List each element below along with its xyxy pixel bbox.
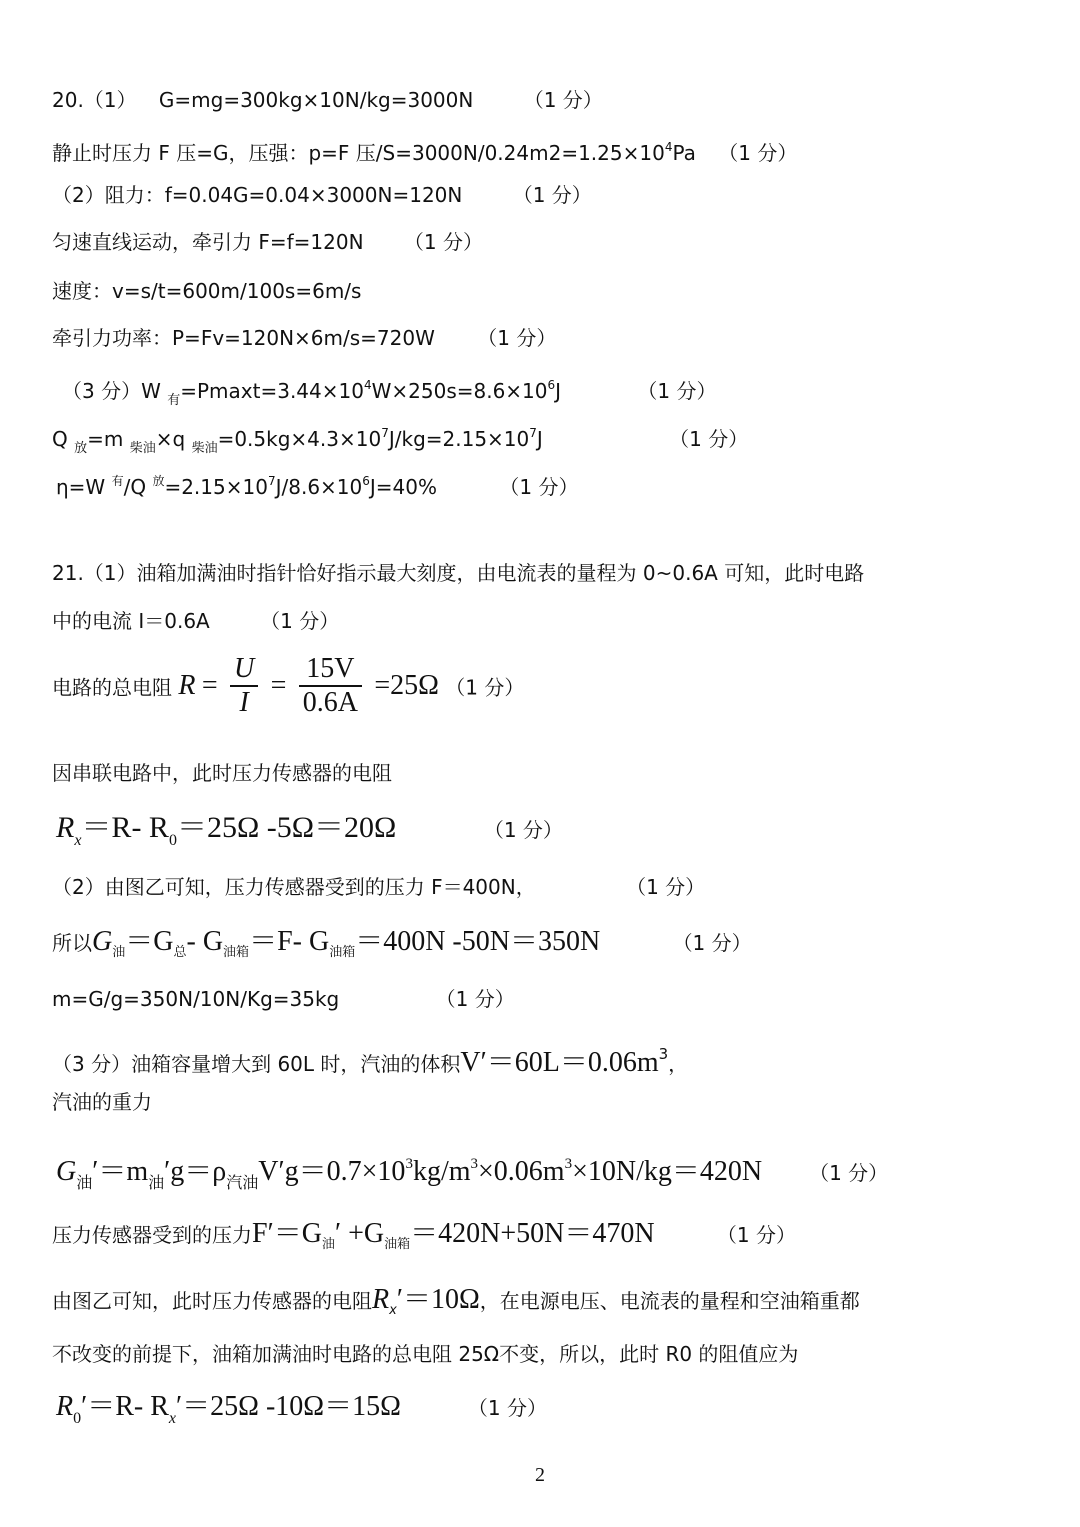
text: 中的电流 I＝0.6A bbox=[52, 609, 210, 633]
text: W×250s=8.6×10 bbox=[371, 379, 548, 403]
text: J/kg=2.15×10 bbox=[388, 427, 530, 451]
subscript: 油 bbox=[321, 1237, 335, 1252]
math: R bbox=[56, 1391, 74, 1422]
text: 所以 bbox=[52, 931, 92, 955]
text: =2.15×10 bbox=[164, 475, 268, 499]
subscript: 放 bbox=[74, 441, 88, 456]
text: =0.5kg×4.3×10 bbox=[217, 427, 382, 451]
text: 汽油的重力 bbox=[52, 1090, 152, 1114]
math-equals: = bbox=[270, 670, 287, 701]
q20-line-2 bbox=[52, 133, 797, 167]
math-result: =25Ω bbox=[374, 670, 439, 701]
q21-line-11 bbox=[56, 1142, 888, 1206]
text: ， bbox=[668, 1052, 689, 1076]
superscript: 7 bbox=[381, 426, 389, 440]
text: 由图乙可知，此时压力传感器的电阻 bbox=[52, 1289, 372, 1313]
math-equals: = bbox=[201, 670, 218, 701]
text: =m bbox=[87, 427, 130, 451]
text: 压力传感器受到的压力 bbox=[52, 1223, 252, 1247]
text: 不改变的前提下，油箱加满油时电路的总电阻 25Ω不变，所以，此时 R0 的阻值应为 bbox=[52, 1342, 799, 1366]
superscript: 放 bbox=[152, 474, 165, 488]
text: （3 分）W bbox=[62, 379, 168, 403]
math-R: R bbox=[178, 670, 196, 701]
q21-line-2 bbox=[52, 607, 339, 635]
text: J=40% bbox=[369, 475, 437, 499]
subscript: x bbox=[168, 1410, 177, 1427]
text: J bbox=[555, 379, 562, 403]
score: （1 分） bbox=[809, 1161, 889, 1185]
subscript: 油 bbox=[112, 945, 126, 960]
math: - G bbox=[186, 926, 224, 957]
superscript: 6 bbox=[547, 378, 556, 392]
text: 电路的总电阻 bbox=[52, 675, 172, 700]
q21-line-6 bbox=[52, 873, 705, 901]
score: （1 分） bbox=[523, 88, 603, 112]
math: ′＝m bbox=[92, 1156, 149, 1187]
score: （1 分） bbox=[512, 183, 592, 207]
q21-line-7 bbox=[52, 922, 752, 973]
math: ′ +G bbox=[334, 1218, 385, 1249]
math: ＝400N -50N＝350N bbox=[355, 926, 601, 957]
denominator: 0.6A bbox=[302, 687, 358, 718]
q20-line-4 bbox=[52, 228, 483, 256]
q21-line-12 bbox=[52, 1214, 796, 1265]
math: ′＝R- R bbox=[81, 1391, 169, 1422]
superscript: 3 bbox=[405, 1156, 413, 1172]
text: J/8.6×10 bbox=[275, 475, 363, 499]
numerator: U bbox=[230, 653, 258, 687]
score: （1 分） bbox=[669, 427, 749, 451]
superscript: 3 bbox=[658, 1045, 669, 1063]
q20-number: 20.（1） bbox=[52, 88, 137, 112]
q20-line-9 bbox=[56, 467, 578, 501]
q21-line-15 bbox=[56, 1386, 547, 1440]
q21-line-13 bbox=[52, 1280, 860, 1331]
score: （1 分） bbox=[477, 326, 557, 350]
text: （3 分）油箱容量增大到 60L 时，汽油的体积 bbox=[52, 1052, 461, 1076]
superscript: 4 bbox=[363, 378, 372, 392]
math: G bbox=[56, 1156, 77, 1187]
fraction-U-over-I bbox=[230, 653, 258, 719]
math: F′＝G bbox=[252, 1218, 322, 1249]
subscript: 油箱 bbox=[384, 1237, 411, 1252]
q21-line-9 bbox=[52, 1034, 688, 1084]
score: （1 分） bbox=[435, 987, 515, 1011]
subscript: 柴油 bbox=[129, 441, 156, 456]
subscript: x bbox=[74, 832, 82, 849]
score: （1 分） bbox=[445, 675, 525, 700]
score: （1 分） bbox=[718, 141, 798, 165]
math: G bbox=[92, 926, 113, 957]
text: 匀速直线运动，牵引力 F=f=120N bbox=[52, 230, 364, 254]
page-number: 2 bbox=[535, 1464, 545, 1486]
text: J bbox=[536, 427, 543, 451]
q21-line-4 bbox=[52, 759, 392, 787]
text: m=G/g=350N/10N/Kg=35kg bbox=[52, 987, 340, 1011]
q21-line-8 bbox=[52, 985, 515, 1013]
math: ＝420N+50N＝470N bbox=[410, 1218, 655, 1249]
subscript: x bbox=[389, 1303, 397, 1318]
score: （1 分） bbox=[260, 609, 340, 633]
q21-line-14 bbox=[52, 1340, 798, 1368]
text: Q bbox=[52, 427, 75, 451]
math: ′g＝ρ bbox=[164, 1156, 227, 1187]
subscript: 有 bbox=[167, 393, 181, 408]
text: ×q bbox=[155, 427, 192, 451]
numerator: 15V bbox=[299, 653, 362, 687]
score: （1 分） bbox=[672, 931, 752, 955]
q20-line-6 bbox=[52, 324, 556, 352]
math: V′＝60L＝0.06m bbox=[460, 1047, 659, 1078]
superscript: 7 bbox=[267, 474, 276, 488]
score: （1 分） bbox=[716, 1223, 797, 1247]
text: 静止时压力 F 压=G，压强：p=F 压/S=3000N/0.24m2=1.25×10 bbox=[52, 141, 665, 165]
text: 速度：v=s/t=600m/100s=6m/s bbox=[52, 279, 362, 303]
score: （1 分） bbox=[637, 379, 717, 403]
text: 因串联电路中，此时压力传感器的电阻 bbox=[52, 761, 392, 785]
q21-line-5 bbox=[56, 808, 563, 861]
math: ＝25Ω -5Ω＝20Ω bbox=[176, 811, 397, 844]
formula: G=mg=300kg×10N/kg=3000N bbox=[158, 88, 474, 112]
math: ′＝25Ω -10Ω＝15Ω bbox=[176, 1391, 401, 1422]
math: ＝R- R bbox=[81, 811, 169, 844]
score: （1 分） bbox=[403, 230, 484, 254]
text: （2）由图乙可知，压力传感器受到的压力 F＝400N， bbox=[52, 875, 536, 899]
fraction-15V-over-0.6A bbox=[299, 653, 362, 719]
subscript: 0 bbox=[168, 832, 177, 849]
q20-line-8 bbox=[52, 419, 748, 463]
math: R bbox=[372, 1284, 390, 1315]
q20-line-7 bbox=[62, 371, 717, 415]
text: η=W bbox=[56, 475, 112, 499]
superscript: 7 bbox=[529, 426, 537, 440]
subscript: 柴油 bbox=[191, 441, 218, 456]
math: ×0.06m bbox=[478, 1156, 565, 1187]
score: （1 分） bbox=[467, 1396, 548, 1420]
text: =Pmaxt=3.44×10 bbox=[180, 379, 364, 403]
superscript: 3 bbox=[470, 1156, 478, 1172]
math: ′＝10Ω bbox=[396, 1284, 480, 1315]
math: ＝F- G bbox=[249, 926, 330, 957]
text: 牵引力功率：P=Fv=120N×6m/s=720W bbox=[52, 326, 435, 350]
subscript: 油 bbox=[76, 1175, 93, 1192]
superscript: 有 bbox=[111, 474, 124, 488]
subscript: 0 bbox=[73, 1410, 82, 1427]
text: （2）阻力：f=0.04G=0.04×3000N=120N bbox=[52, 183, 463, 207]
q20-line-1 bbox=[52, 86, 603, 114]
superscript: 6 bbox=[362, 474, 370, 488]
math: ＝G bbox=[125, 926, 174, 957]
score: （1 分） bbox=[483, 818, 563, 842]
subscript: 油 bbox=[148, 1175, 165, 1192]
q20-line-3 bbox=[52, 181, 592, 209]
score: （1 分） bbox=[626, 875, 706, 899]
q21-line-10 bbox=[52, 1088, 152, 1116]
subscript: 油箱 bbox=[223, 945, 250, 960]
text: /Q bbox=[123, 475, 153, 499]
subscript: 汽油 bbox=[226, 1175, 259, 1192]
text: 21.（1）油箱加满油时指针恰好指示最大刻度，由电流表的量程为 0~0.6A 可知，此时电路 bbox=[52, 561, 865, 585]
score: （1 分） bbox=[499, 475, 579, 499]
text: Pa bbox=[672, 141, 696, 165]
superscript: 4 bbox=[664, 140, 673, 154]
q21-line-3 bbox=[52, 653, 524, 719]
q21-line-1 bbox=[52, 559, 864, 587]
math: kg/m bbox=[412, 1156, 471, 1187]
q20-line-5 bbox=[52, 277, 361, 305]
subscript: 油箱 bbox=[329, 945, 356, 960]
denominator: I bbox=[239, 687, 249, 718]
math: V′g＝0.7×10 bbox=[258, 1156, 406, 1187]
subscript: 总 bbox=[173, 945, 187, 960]
math: ×10N/kg＝420N bbox=[572, 1156, 763, 1187]
math: R bbox=[56, 811, 75, 844]
superscript: 3 bbox=[564, 1156, 573, 1172]
text: ，在电源电压、电流表的量程和空油箱重都 bbox=[479, 1289, 860, 1313]
